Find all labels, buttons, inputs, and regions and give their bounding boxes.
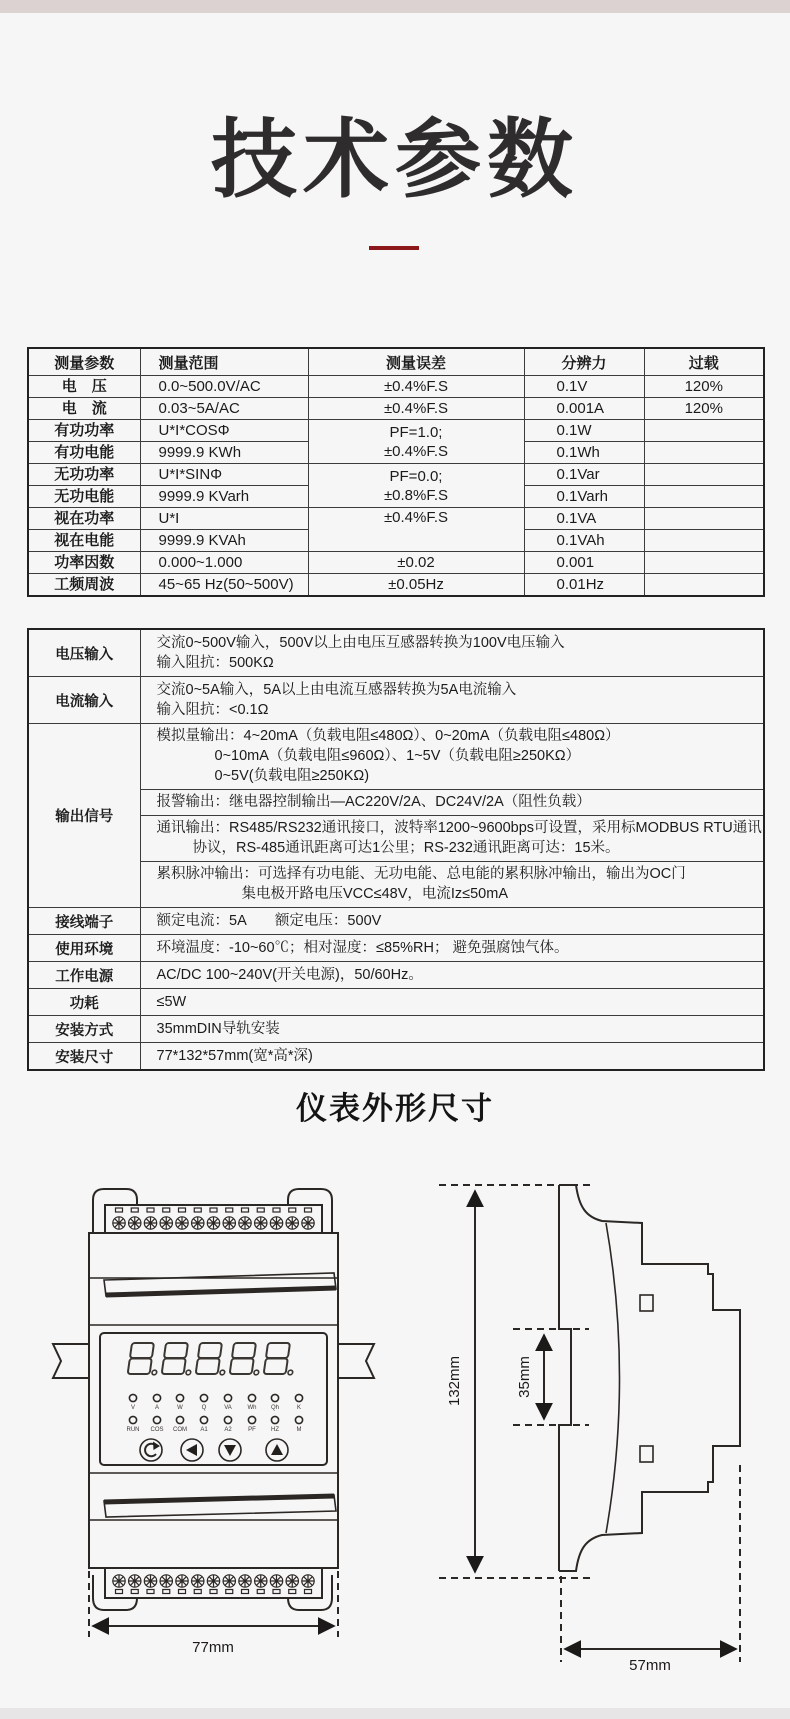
- led-label: A1: [200, 1427, 208, 1433]
- detail-line: 集电极开路电压VCC≤48V，电流Iz≤50mA: [241, 886, 508, 902]
- depth-dimension: [561, 1465, 740, 1674]
- terminal-screw-icon: [255, 1217, 267, 1229]
- spec-range: 0.000~1.000: [140, 552, 308, 574]
- detail-row-terminal: [28, 908, 764, 935]
- detail-label: 电压输入: [28, 629, 140, 677]
- detail-row-consumption: [28, 989, 764, 1016]
- led-icon: [176, 1416, 183, 1423]
- display-digit-8-icon: [196, 1343, 229, 1375]
- detail-row-power: [28, 962, 764, 989]
- spec-res: 0.1VA: [524, 508, 644, 530]
- spec-res: 0.1VAh: [524, 530, 644, 552]
- down-triangle-icon: [224, 1445, 236, 1456]
- vent-grille-bottom: [104, 1495, 336, 1517]
- spec-range: U*I*SINΦ: [140, 464, 308, 486]
- side-view: [439, 1185, 740, 1674]
- led-icon: [248, 1394, 255, 1401]
- detail-label: 接线端子: [28, 908, 140, 935]
- terminal-screw-icon: [286, 1217, 298, 1229]
- detail-content: [140, 908, 764, 935]
- display-digit-8-icon: [162, 1343, 195, 1375]
- spec-error-merged: [308, 420, 524, 464]
- spec-error-line: PF=0.0;: [389, 467, 443, 485]
- led-label: Qh: [270, 1405, 280, 1411]
- spec-error: ±0.02: [308, 552, 524, 574]
- spec-error-merged: [308, 464, 524, 508]
- spec-range: 9999.9 KVarh: [140, 486, 308, 508]
- spec-row-voltage: [28, 376, 764, 398]
- detail-label: 安装方式: [28, 1016, 140, 1043]
- detail-row-environment: [28, 935, 764, 962]
- led-label: COS: [150, 1427, 164, 1433]
- detail-label: 输出信号: [28, 724, 140, 908]
- spec-param: 视在电能: [28, 530, 140, 552]
- detail-content: [140, 677, 764, 724]
- vent-grille-top: [104, 1273, 336, 1296]
- detail-line: 交流0~5A输入，5A以上由电流互感器转换为5A电流输入: [156, 682, 517, 698]
- spec-overload: [644, 574, 764, 597]
- spec-row-reactive-power: [28, 464, 764, 486]
- top-bar: [0, 0, 790, 13]
- spec-row-active-power: [28, 420, 764, 442]
- terminal-screw-icon: [113, 1575, 125, 1587]
- terminal-screw-icon: [192, 1575, 204, 1587]
- terminal-screw-icon: [129, 1217, 141, 1229]
- device-buttons: [140, 1439, 288, 1461]
- terminal-screw-icon: [144, 1217, 156, 1229]
- led-label: HZ: [271, 1427, 279, 1433]
- width-dimension: [89, 1547, 338, 1656]
- terminal-screw-icon: [113, 1217, 125, 1229]
- led-icon: [176, 1394, 183, 1401]
- detail-line: 0~5V(负载电阻≥250KΩ): [214, 768, 370, 784]
- spec-overload: [644, 552, 764, 574]
- measurement-spec-table: [27, 347, 765, 597]
- detail-label: 使用环境: [28, 935, 140, 962]
- spec-res: 0.001A: [524, 398, 644, 420]
- spec-header-error: 测量误差: [308, 348, 524, 376]
- led-icon: [200, 1394, 207, 1401]
- spec-error: ±0.05Hz: [308, 574, 524, 597]
- spec-res: 0.001: [524, 552, 644, 574]
- terminal-screw-icon: [223, 1575, 235, 1587]
- detail-content: [140, 629, 764, 677]
- profile-face-curve: [606, 1223, 620, 1533]
- detail-label: 安装尺寸: [28, 1043, 140, 1071]
- dimension-diagram: [40, 1165, 770, 1685]
- terminal-screw-icon: [160, 1217, 172, 1229]
- led-label: Q: [201, 1405, 207, 1411]
- spec-res: 0.1Wh: [524, 442, 644, 464]
- spec-row-frequency: [28, 574, 764, 597]
- spec-error-line: ±0.4%F.S: [383, 509, 449, 526]
- display-digit-8-icon: [264, 1343, 297, 1375]
- led-icon: [224, 1394, 231, 1401]
- seven-segment-display: [128, 1343, 297, 1375]
- detail-line: 环境温度：-10~60℃；相对湿度：≤85%RH； 避免强腐蚀气体。: [156, 940, 569, 956]
- led-label: M: [296, 1427, 302, 1433]
- display-digit-8-icon: [128, 1343, 161, 1375]
- detail-line: 协议，RS-485通讯距离可达1公里；RS-232通讯距离可达：15米。: [192, 840, 620, 856]
- rail-clip-top: [640, 1295, 653, 1311]
- page-title: 技术参数: [211, 112, 579, 208]
- up-triangle-icon: [271, 1444, 283, 1455]
- spec-header-param: 测量参数: [28, 348, 140, 376]
- spec-range: U*I*COSΦ: [140, 420, 308, 442]
- terminal-screw-icon: [286, 1575, 298, 1587]
- detail-line: 累积脉冲输出：可选择有功电能、无功电能、总电能的累积脉冲输出，输出为OC门: [156, 866, 686, 882]
- detail-row-size: [28, 1043, 764, 1071]
- spec-res: 0.1Var: [524, 464, 644, 486]
- spec-overload: [644, 508, 764, 530]
- detail-content: [140, 1043, 764, 1071]
- spec-error-merged: [308, 508, 524, 552]
- spec-param: 电 流: [28, 398, 140, 420]
- red-divider: [369, 246, 419, 250]
- spec-range: 9999.9 KVAh: [140, 530, 308, 552]
- led-label: V: [130, 1405, 136, 1411]
- display-digit-8-icon: [230, 1343, 263, 1375]
- outline-dimensions-title: 仪表外形尺寸: [296, 1091, 494, 1126]
- terminal-screw-icon: [192, 1217, 204, 1229]
- led-icon: [271, 1394, 278, 1401]
- led-icon: [295, 1416, 302, 1423]
- terminal-screw-icon: [207, 1575, 219, 1587]
- detail-row-output-signal: [28, 724, 764, 908]
- spec-overload: [644, 486, 764, 508]
- led-label: RUN: [126, 1427, 140, 1433]
- spec-res: 0.01Hz: [524, 574, 644, 597]
- spec-row-power-factor: [28, 552, 764, 574]
- detail-line: 报警输出：继电器控制输出—AC220V/2A、DC24V/2A（阻性负载）: [156, 794, 591, 810]
- detail-line: 交流0~500V输入，500V以上由电压互感器转换为100V电压输入: [156, 635, 565, 651]
- led-label: A2: [224, 1427, 232, 1433]
- analog-output-block: [141, 724, 764, 789]
- detail-row-mounting: [28, 1016, 764, 1043]
- height-dimension-label: 132mm: [446, 1355, 463, 1407]
- spec-error-line: ±0.8%F.S: [383, 486, 449, 504]
- detail-line: AC/DC 100~240V(开关电源)，50/60Hz。: [156, 967, 423, 983]
- terminal-screw-icon: [223, 1217, 235, 1229]
- comm-output-block: [141, 815, 764, 861]
- spec-range: 0.03~5A/AC: [140, 398, 308, 420]
- terminal-screw-icon: [239, 1217, 251, 1229]
- terminal-screw-icon: [129, 1575, 141, 1587]
- pulse-output-block: [141, 861, 764, 907]
- detail-spec-table: [27, 628, 765, 1071]
- led-icon: [153, 1394, 160, 1401]
- terminal-screw-icon: [255, 1575, 267, 1587]
- profile-mount-face: [559, 1185, 571, 1571]
- detail-content: [140, 724, 764, 908]
- terminal-screw-icon: [302, 1575, 314, 1587]
- terminal-screw-icon: [302, 1217, 314, 1229]
- led-icon: [224, 1416, 231, 1423]
- terminal-screw-icon: [160, 1575, 172, 1587]
- spec-param: 无功电能: [28, 486, 140, 508]
- spec-param: 有功电能: [28, 442, 140, 464]
- terminal-screw-icon: [239, 1575, 251, 1587]
- detail-line: 输入阻抗：<0.1Ω: [156, 702, 269, 718]
- spec-param: 功率因数: [28, 552, 140, 574]
- spec-range: 9999.9 KWh: [140, 442, 308, 464]
- spec-param: 视在功率: [28, 508, 140, 530]
- spec-overload: [644, 464, 764, 486]
- detail-row-voltage-input: [28, 629, 764, 677]
- spec-res: 0.1W: [524, 420, 644, 442]
- detail-line: 模拟量输出：4~20mA（负载电阻≤480Ω）、0~20mA（负载电阻≤480Ω）: [156, 728, 620, 744]
- alarm-output-block: [141, 789, 764, 815]
- detail-line: 35mmDIN导轨安装: [156, 1021, 280, 1037]
- spec-overload: [644, 420, 764, 442]
- spec-row-apparent-power: [28, 508, 764, 530]
- detail-content: [140, 989, 764, 1016]
- spec-overload: [644, 530, 764, 552]
- detail-content: [140, 962, 764, 989]
- terminal-screw-icon: [144, 1575, 156, 1587]
- detail-line: 输入阻抗：500KΩ: [156, 655, 274, 671]
- led-label: COM: [173, 1427, 187, 1433]
- detail-label: 功耗: [28, 989, 140, 1016]
- led-icon: [271, 1416, 278, 1423]
- spec-error: ±0.4%F.S: [308, 376, 524, 398]
- spec-range: 0.0~500.0V/AC: [140, 376, 308, 398]
- led-icon: [129, 1394, 136, 1401]
- spec-param: 无功功率: [28, 464, 140, 486]
- detail-row-current-input: [28, 677, 764, 724]
- face-panel: [100, 1333, 327, 1465]
- spec-error-line: ±0.4%F.S: [383, 442, 449, 460]
- spec-overload: [644, 442, 764, 464]
- led-icon: [295, 1394, 302, 1401]
- rail-dimension-label: 35mm: [516, 1356, 533, 1398]
- detail-label: 电流输入: [28, 677, 140, 724]
- detail-line: 77*132*57mm(宽*高*深): [156, 1048, 313, 1064]
- spec-param: 工频周波: [28, 574, 140, 597]
- led-icon: [129, 1416, 136, 1423]
- spec-header-row: [28, 348, 764, 376]
- depth-dimension-label: 57mm: [629, 1657, 671, 1674]
- bottom-strip: [0, 1708, 790, 1719]
- led-label: A: [154, 1405, 160, 1411]
- spec-header-range: 测量范围: [140, 348, 308, 376]
- led-labels-row2: [127, 1427, 302, 1433]
- spec-param: 电 压: [28, 376, 140, 398]
- led-label: W: [177, 1405, 183, 1411]
- terminal-screw-icon: [176, 1217, 188, 1229]
- led-icon: [248, 1416, 255, 1423]
- spec-res: 0.1Varh: [524, 486, 644, 508]
- led-label: VA: [224, 1405, 232, 1411]
- led-label: K: [296, 1405, 302, 1411]
- profile-outline: [559, 1185, 740, 1571]
- spec-range: 45~65 Hz(50~500V): [140, 574, 308, 597]
- din-rail-left: [53, 1344, 89, 1378]
- enter-button: [140, 1439, 162, 1461]
- terminal-screw-icon: [176, 1575, 188, 1587]
- spec-error: ±0.4%F.S: [308, 398, 524, 420]
- led-icon: [153, 1416, 160, 1423]
- detail-line: 0~10mA（负载电阻≤960Ω）、1~5V（负载电阻≥250KΩ）: [214, 748, 581, 764]
- left-triangle-icon: [186, 1444, 197, 1456]
- width-dimension-label: 77mm: [192, 1639, 234, 1656]
- spec-header-res: 分辨力: [524, 348, 644, 376]
- led-label: Wh: [247, 1405, 257, 1411]
- front-view: [53, 1189, 374, 1656]
- spec-overload: 120%: [644, 398, 764, 420]
- detail-label: 工作电源: [28, 962, 140, 989]
- spec-param: 有功功率: [28, 420, 140, 442]
- detail-line: 额定电流：5A 额定电压：500V: [156, 913, 382, 929]
- rail-clip-bottom: [640, 1446, 653, 1462]
- spec-overload: 120%: [644, 376, 764, 398]
- spec-range: U*I: [140, 508, 308, 530]
- detail-content: [140, 935, 764, 962]
- detail-line: 通讯输出：RS485/RS232通讯接口，波特率1200~9600bps可设置，采用标MODBUS RTU通讯: [156, 820, 762, 836]
- detail-content: [140, 1016, 764, 1043]
- terminal-screw-icon: [270, 1575, 282, 1587]
- din-rail-right: [338, 1344, 374, 1378]
- terminal-screw-icon: [270, 1217, 282, 1229]
- led-label: PF: [248, 1427, 256, 1433]
- terminal-screw-icon: [207, 1217, 219, 1229]
- spec-row-current: [28, 398, 764, 420]
- led-labels-row1: [131, 1405, 301, 1411]
- detail-line: ≤5W: [156, 994, 187, 1010]
- spec-error-line: [309, 527, 524, 546]
- spec-error-line: PF=1.0;: [389, 423, 443, 441]
- spec-res: 0.1V: [524, 376, 644, 398]
- led-icon: [200, 1416, 207, 1423]
- spec-header-overload: 过载: [644, 348, 764, 376]
